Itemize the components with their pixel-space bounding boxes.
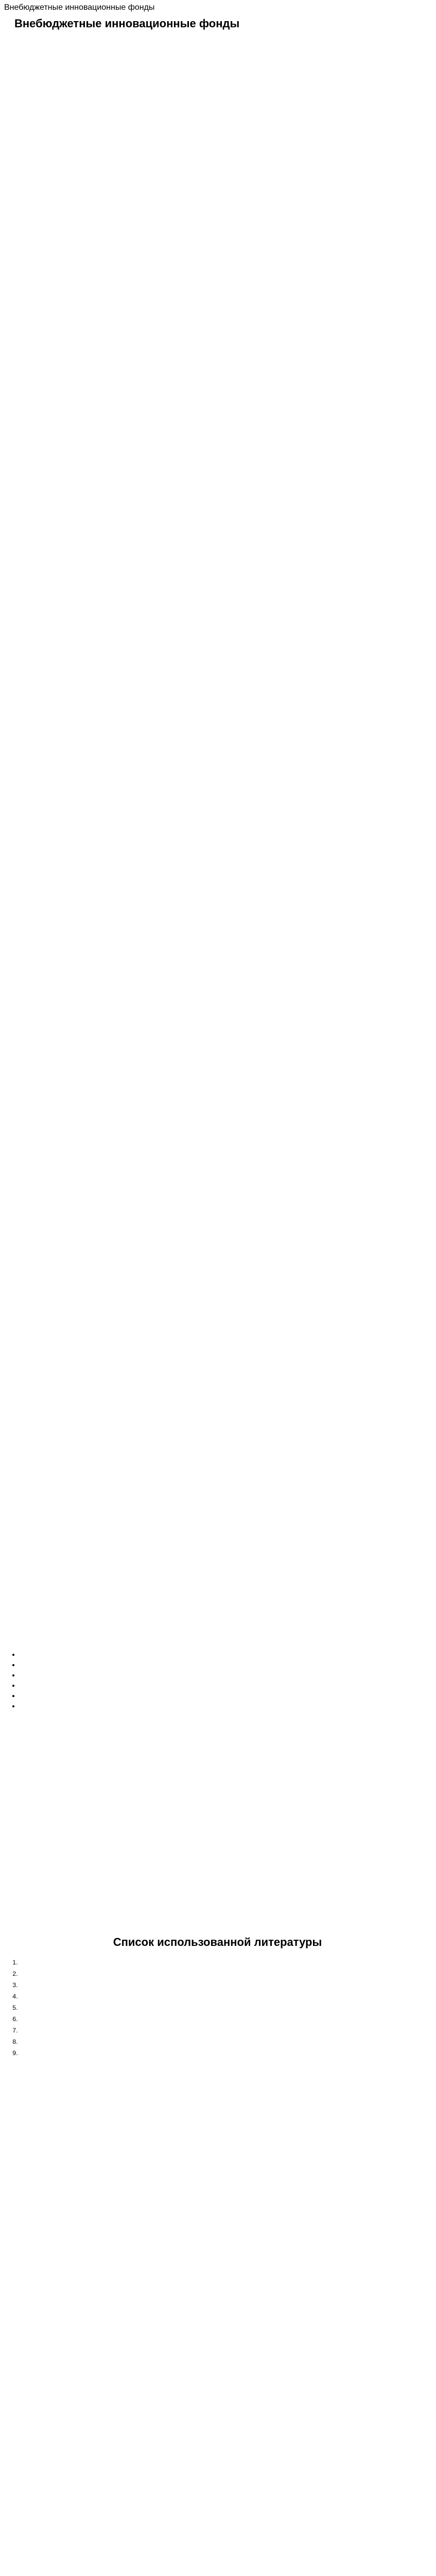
article-paragraph-1: [4, 38, 431, 103]
bullet-list-item: [20, 1681, 431, 1690]
article-paragraph-3: [4, 178, 431, 243]
article-body: [4, 38, 431, 1922]
bullet-list-item: [20, 1701, 431, 1710]
article-paragraph-23: [4, 1580, 431, 1645]
article-paragraph-9: [4, 599, 431, 664]
article-paragraph-26: [4, 1857, 431, 1922]
article-heading: Внебюджетные инновационные фонды: [14, 17, 240, 30]
article-paragraph-4: [4, 248, 431, 313]
article-paragraph-16: [4, 1089, 431, 1154]
reference-item: [20, 1980, 431, 1990]
article-paragraph-21: [4, 1439, 431, 1504]
article-paragraph-7: [4, 459, 431, 523]
bullet-list-item: [20, 1650, 431, 1659]
references-list: [4, 1958, 431, 2058]
article-paragraph-22: [4, 1510, 431, 1574]
page-title: Внебюджетные инновационные фонды: [4, 3, 155, 12]
article-paragraph-6: [4, 388, 431, 453]
article-paragraph-25: [4, 1787, 431, 1852]
reference-item: [20, 2026, 431, 2035]
article-paragraph-15: [4, 1019, 431, 1084]
bullet-list-item: [20, 1660, 431, 1669]
article-paragraph-2: [4, 108, 431, 173]
article-paragraph-24: [4, 1717, 431, 1782]
reference-item: [20, 2048, 431, 2058]
article-paragraph-11: [4, 739, 431, 804]
reference-item: [20, 1969, 431, 1978]
article-paragraph-18: [4, 1229, 431, 1294]
article-paragraph-8: [4, 529, 431, 594]
article-paragraph-20: [4, 1369, 431, 1434]
reference-item: [20, 2037, 431, 2046]
article-paragraph-14: [4, 949, 431, 1014]
article-paragraph-10: [4, 669, 431, 734]
bullet-list: [4, 1650, 431, 1710]
article-paragraph-13: [4, 879, 431, 944]
article-paragraph-19: [4, 1299, 431, 1364]
reference-item: [20, 2014, 431, 2024]
bullet-list-item: [20, 1670, 431, 1680]
references-heading: Список использованной литературы: [113, 1936, 322, 1948]
article-paragraph-12: [4, 809, 431, 874]
article-paragraph-5: [4, 318, 431, 383]
reference-item: [20, 2003, 431, 2012]
article-paragraph-17: [4, 1159, 431, 1224]
reference-item: [20, 1958, 431, 1967]
bullet-list-item: [20, 1691, 431, 1700]
reference-item: [20, 1992, 431, 2001]
